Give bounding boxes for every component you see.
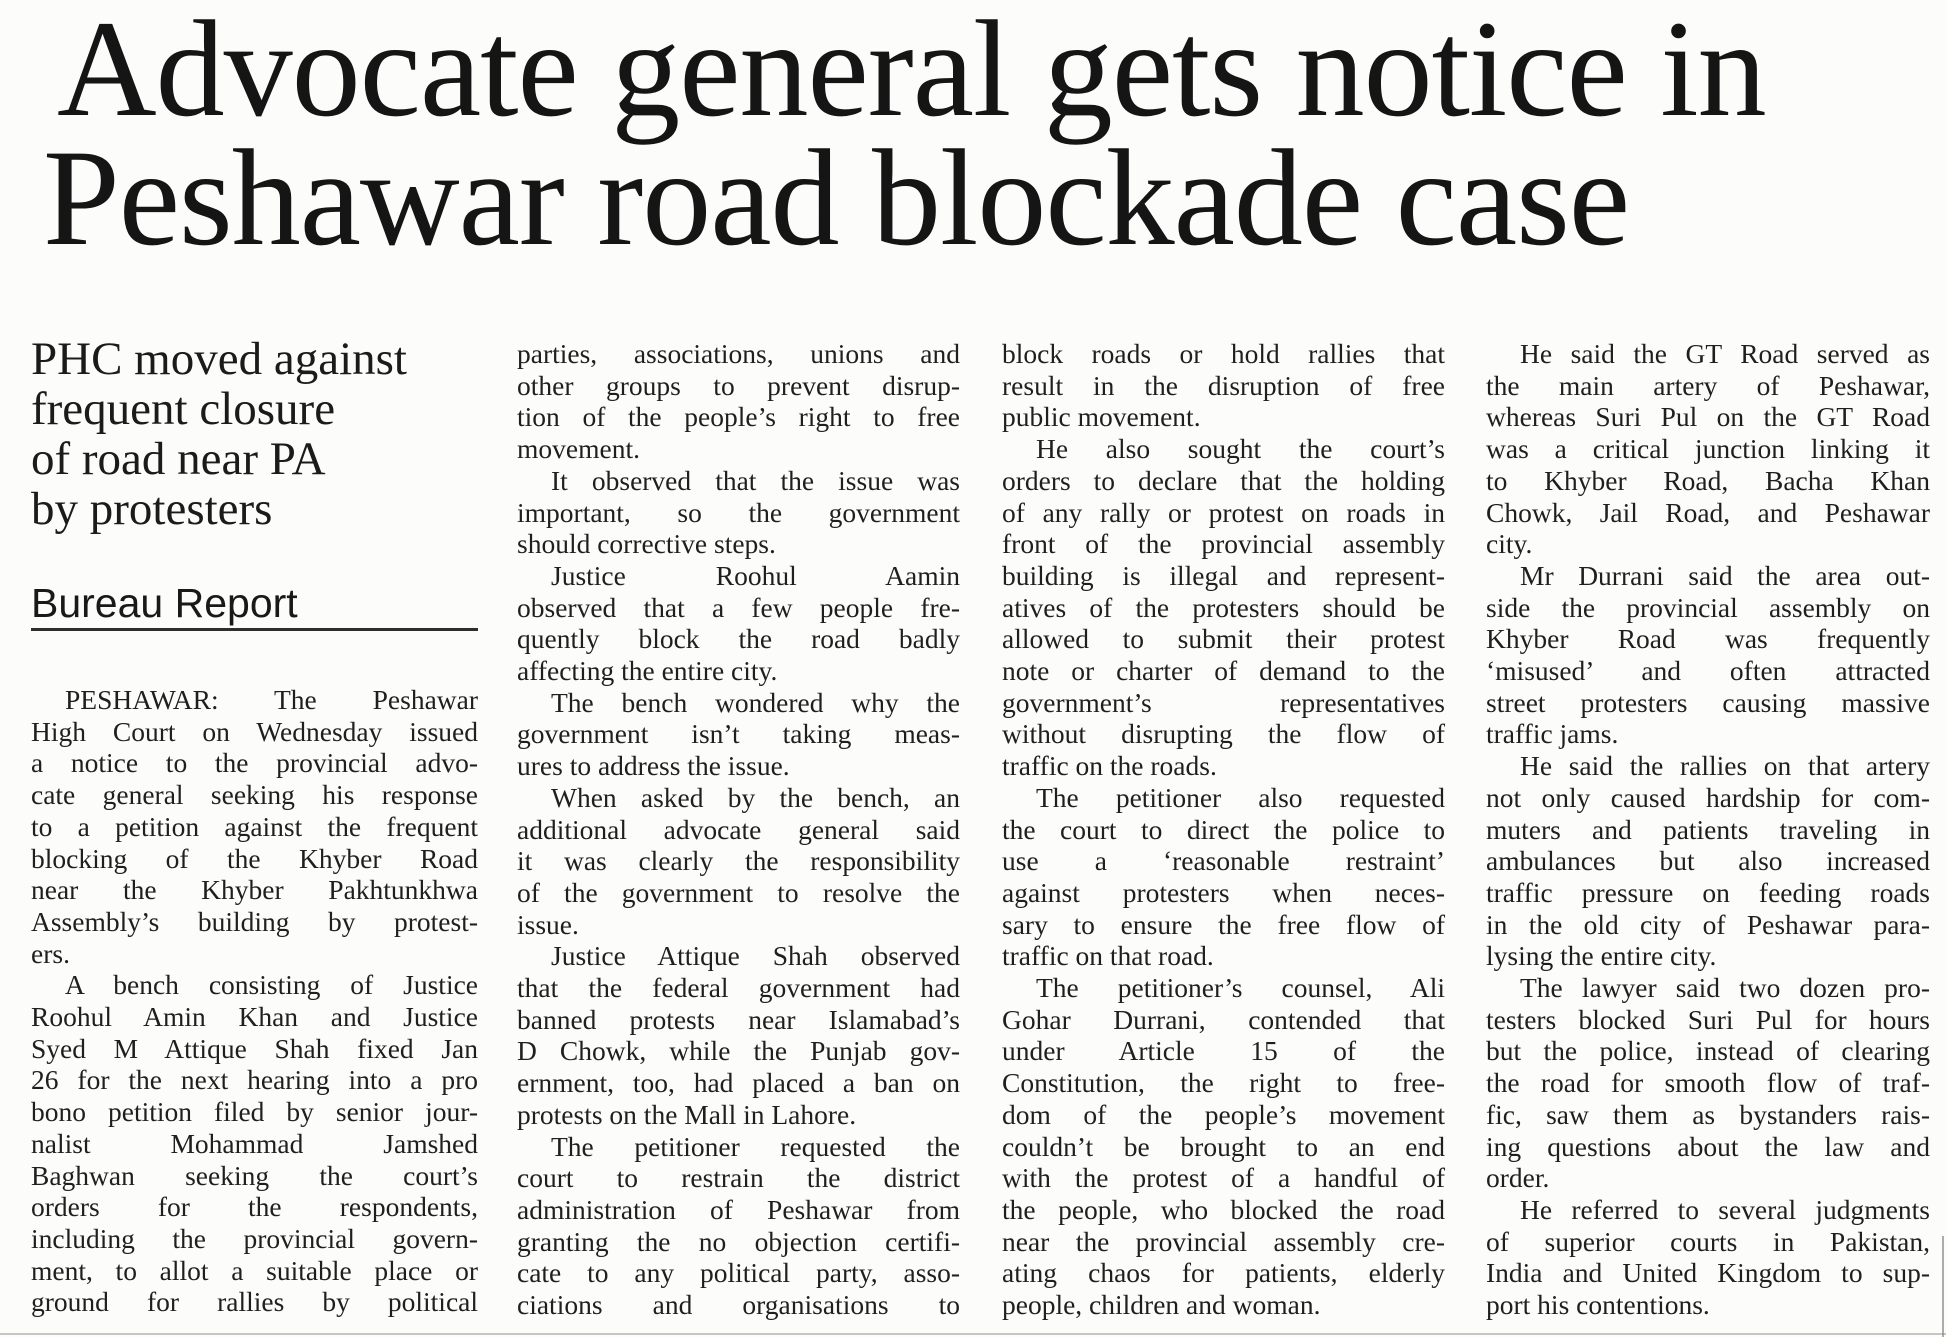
- article-line: Khyber Road was frequently: [1486, 623, 1930, 655]
- article-line: tion of the people’s right to free: [517, 401, 960, 433]
- article-line: orders to declare that the holding: [1002, 464, 1445, 496]
- article-line: building is illegal and represent-: [1002, 559, 1445, 591]
- article-line: ground for rallies by political: [31, 1286, 478, 1318]
- article-line: ating chaos for patients, elderly: [1002, 1257, 1445, 1289]
- article-line: under Article 15 of the: [1002, 1035, 1445, 1067]
- article-line: It observed that the issue was: [551, 464, 960, 496]
- article-line: against protesters when neces-: [1002, 876, 1445, 908]
- article-line: Constitution, the right to free-: [1002, 1067, 1445, 1099]
- article-line: of any rally or protest on roads in: [1002, 496, 1445, 528]
- article-line: administration of Peshawar from: [517, 1193, 960, 1225]
- article-line: it was clearly the responsibility: [517, 845, 960, 877]
- article-line: He referred to several judgments: [1520, 1193, 1930, 1225]
- article-line: important, so the government: [517, 496, 960, 528]
- subheadline: [31, 334, 481, 534]
- article-line: additional advocate general said: [517, 813, 960, 845]
- article-line: should corrective steps.: [517, 528, 776, 560]
- article-line: protests on the Mall in Lahore.: [517, 1098, 857, 1130]
- subheadline-line: of road near PA: [31, 433, 326, 485]
- article-line: but the police, instead of clearing: [1486, 1035, 1930, 1067]
- article-line: other groups to prevent disrup-: [517, 369, 960, 401]
- article-line: He said the GT Road served as: [1520, 338, 1930, 369]
- article-line: observed that a few people fre-: [517, 591, 960, 623]
- article-line: near the provincial assembly cre-: [1002, 1225, 1445, 1257]
- article-line: ers.: [31, 937, 70, 969]
- article-line: public movement.: [1002, 401, 1201, 433]
- article-line: A bench consisting of Justice: [65, 969, 478, 1001]
- article-line: the court to direct the police to: [1002, 813, 1445, 845]
- article-line: not only caused hardship for com-: [1486, 781, 1930, 813]
- article-line: The bench wondered why the: [551, 686, 960, 718]
- article-line: was a critical junction linking it: [1486, 433, 1930, 465]
- article-line: the main artery of Peshawar,: [1486, 369, 1930, 401]
- article-line: front of the provincial assembly: [1002, 528, 1445, 560]
- subheadline-line: frequent closure: [31, 383, 336, 435]
- article-line: of the government to resolve the: [517, 876, 960, 908]
- article-line: testers blocked Suri Pul for hours: [1486, 1003, 1930, 1035]
- page-edge-line: [1942, 1236, 1944, 1337]
- article-line: When asked by the bench, an: [551, 781, 960, 813]
- article-line: The petitioner’s counsel, Ali: [1036, 972, 1445, 1004]
- headline-line-1: Advocate general gets notice in: [57, 0, 1766, 145]
- article-line: block roads or hold rallies that: [1002, 338, 1445, 369]
- article-line: allowed to submit their protest: [1002, 623, 1445, 655]
- article-line: banned protests near Islamabad’s: [517, 1003, 960, 1035]
- article-line: He said the rallies on that artery: [1520, 750, 1930, 782]
- article-line: ambulances but also increased: [1486, 845, 1930, 877]
- article-line: affecting the entire city.: [517, 655, 778, 687]
- article-line: of superior courts in Pakistan,: [1486, 1225, 1930, 1257]
- article-line: Assembly’s building by protest-: [31, 905, 478, 937]
- article-line: PESHAWAR: The Peshawar: [65, 684, 478, 715]
- article-column-3: [1002, 338, 1445, 1321]
- article-line: Justice Attique Shah observed: [551, 940, 960, 972]
- article-line: quently block the road badly: [517, 623, 960, 655]
- article-line: nalist Mohammad Jamshed: [31, 1127, 478, 1159]
- article-line: government’s representatives: [1002, 686, 1445, 718]
- article-line: Roohul Amin Khan and Justice: [31, 1001, 478, 1033]
- article-line: traffic pressure on feeding roads: [1486, 876, 1930, 908]
- page-bottom-divider: [0, 1333, 1946, 1335]
- article-line: in the old city of Peshawar para-: [1486, 908, 1930, 940]
- article-line: 26 for the next hearing into a pro: [31, 1064, 478, 1096]
- byline: Bureau Report: [31, 580, 298, 626]
- article-line: order.: [1486, 1162, 1550, 1194]
- article-line: ernment, too, had placed a ban on: [517, 1067, 960, 1099]
- article-line: a notice to the provincial advo-: [31, 747, 478, 779]
- byline-divider: [31, 628, 478, 631]
- article-line: including the provincial govern-: [31, 1222, 478, 1254]
- article-line: the people, who blocked the road: [1002, 1193, 1445, 1225]
- article-line: Baghwan seeking the court’s: [31, 1159, 478, 1191]
- article-line: bono petition filed by senior jour-: [31, 1096, 478, 1128]
- headline-line-2: Peshawar road blockade case: [43, 121, 1630, 274]
- article-line: ing questions about the law and: [1486, 1130, 1930, 1162]
- article-line: ures to address the issue.: [517, 750, 790, 782]
- article-line: He also sought the court’s: [1036, 433, 1445, 465]
- article-line: Chowk, Jail Road, and Peshawar: [1486, 496, 1930, 528]
- article-line: traffic on the roads.: [1002, 750, 1217, 782]
- article-line: use a ‘reasonable restraint’: [1002, 845, 1445, 877]
- article-line: note or charter of demand to the: [1002, 655, 1445, 687]
- article-line: sary to ensure the free flow of: [1002, 908, 1445, 940]
- article-line: ment, to allot a suitable place or: [31, 1254, 478, 1286]
- article-line: court to restrain the district: [517, 1162, 960, 1194]
- article-line: to a petition against the frequent: [31, 810, 478, 842]
- article-line: fic, saw them as bystanders rais-: [1486, 1098, 1930, 1130]
- article-line: India and United Kingdom to sup-: [1486, 1257, 1930, 1289]
- article-line: granting the no objection certifi-: [517, 1225, 960, 1257]
- article-line: The lawyer said two dozen pro-: [1520, 972, 1930, 1004]
- article-line: the road for smooth flow of traf-: [1486, 1067, 1930, 1099]
- article-line: The petitioner requested the: [551, 1130, 960, 1162]
- article-line: atives of the protesters should be: [1002, 591, 1445, 623]
- subheadline-line: PHC moved against: [31, 333, 407, 385]
- article-line: dom of the people’s movement: [1002, 1098, 1445, 1130]
- article-line: traffic on that road.: [1002, 940, 1214, 972]
- article-column-1: [31, 684, 478, 1318]
- article-line: to Khyber Road, Bacha Khan: [1486, 464, 1930, 496]
- article-line: High Court on Wednesday issued: [31, 715, 478, 747]
- headline: [43, 0, 1766, 274]
- article-line: Mr Durrani said the area out-: [1520, 559, 1930, 591]
- article-line: government isn’t taking meas-: [517, 718, 960, 750]
- article-line: whereas Suri Pul on the GT Road: [1486, 401, 1930, 433]
- article-line: ‘misused’ and often attracted: [1486, 655, 1930, 687]
- article-line: orders for the respondents,: [31, 1191, 478, 1223]
- article-column-2: [517, 338, 960, 1321]
- article-line: Gohar Durrani, contended that: [1002, 1003, 1445, 1035]
- article-line: Justice Roohul Aamin: [551, 559, 960, 591]
- article-line: that the federal government had: [517, 972, 960, 1004]
- article-line: ciations and organisations to: [517, 1289, 960, 1321]
- article-line: traffic jams.: [1486, 718, 1619, 750]
- article-line: cate general seeking his response: [31, 779, 478, 811]
- article-line: with the protest of a handful of: [1002, 1162, 1445, 1194]
- article-line: D Chowk, while the Punjab gov-: [517, 1035, 960, 1067]
- article-line: cate to any political party, asso-: [517, 1257, 960, 1289]
- article-line: movement.: [517, 433, 640, 465]
- article-line: city.: [1486, 528, 1533, 560]
- article-line: result in the disruption of free: [1002, 369, 1445, 401]
- article-line: parties, associations, unions and: [517, 338, 960, 369]
- article-column-4: [1486, 338, 1930, 1321]
- article-line: Syed M Attique Shah fixed Jan: [31, 1032, 478, 1064]
- article-line: port his contentions.: [1486, 1289, 1710, 1321]
- subheadline-line: by protesters: [31, 483, 273, 535]
- article-line: muters and patients traveling in: [1486, 813, 1930, 845]
- article-line: near the Khyber Pakhtunkhwa: [31, 874, 478, 906]
- article-line: The petitioner also requested: [1036, 781, 1445, 813]
- article-line: side the provincial assembly on: [1486, 591, 1930, 623]
- article-line: couldn’t be brought to an end: [1002, 1130, 1445, 1162]
- article-line: issue.: [517, 908, 579, 940]
- article-line: street protesters causing massive: [1486, 686, 1930, 718]
- article-line: without disrupting the flow of: [1002, 718, 1445, 750]
- article-line: blocking of the Khyber Road: [31, 842, 478, 874]
- article-line: people, children and woman.: [1002, 1289, 1321, 1321]
- article-line: lysing the entire city.: [1486, 940, 1717, 972]
